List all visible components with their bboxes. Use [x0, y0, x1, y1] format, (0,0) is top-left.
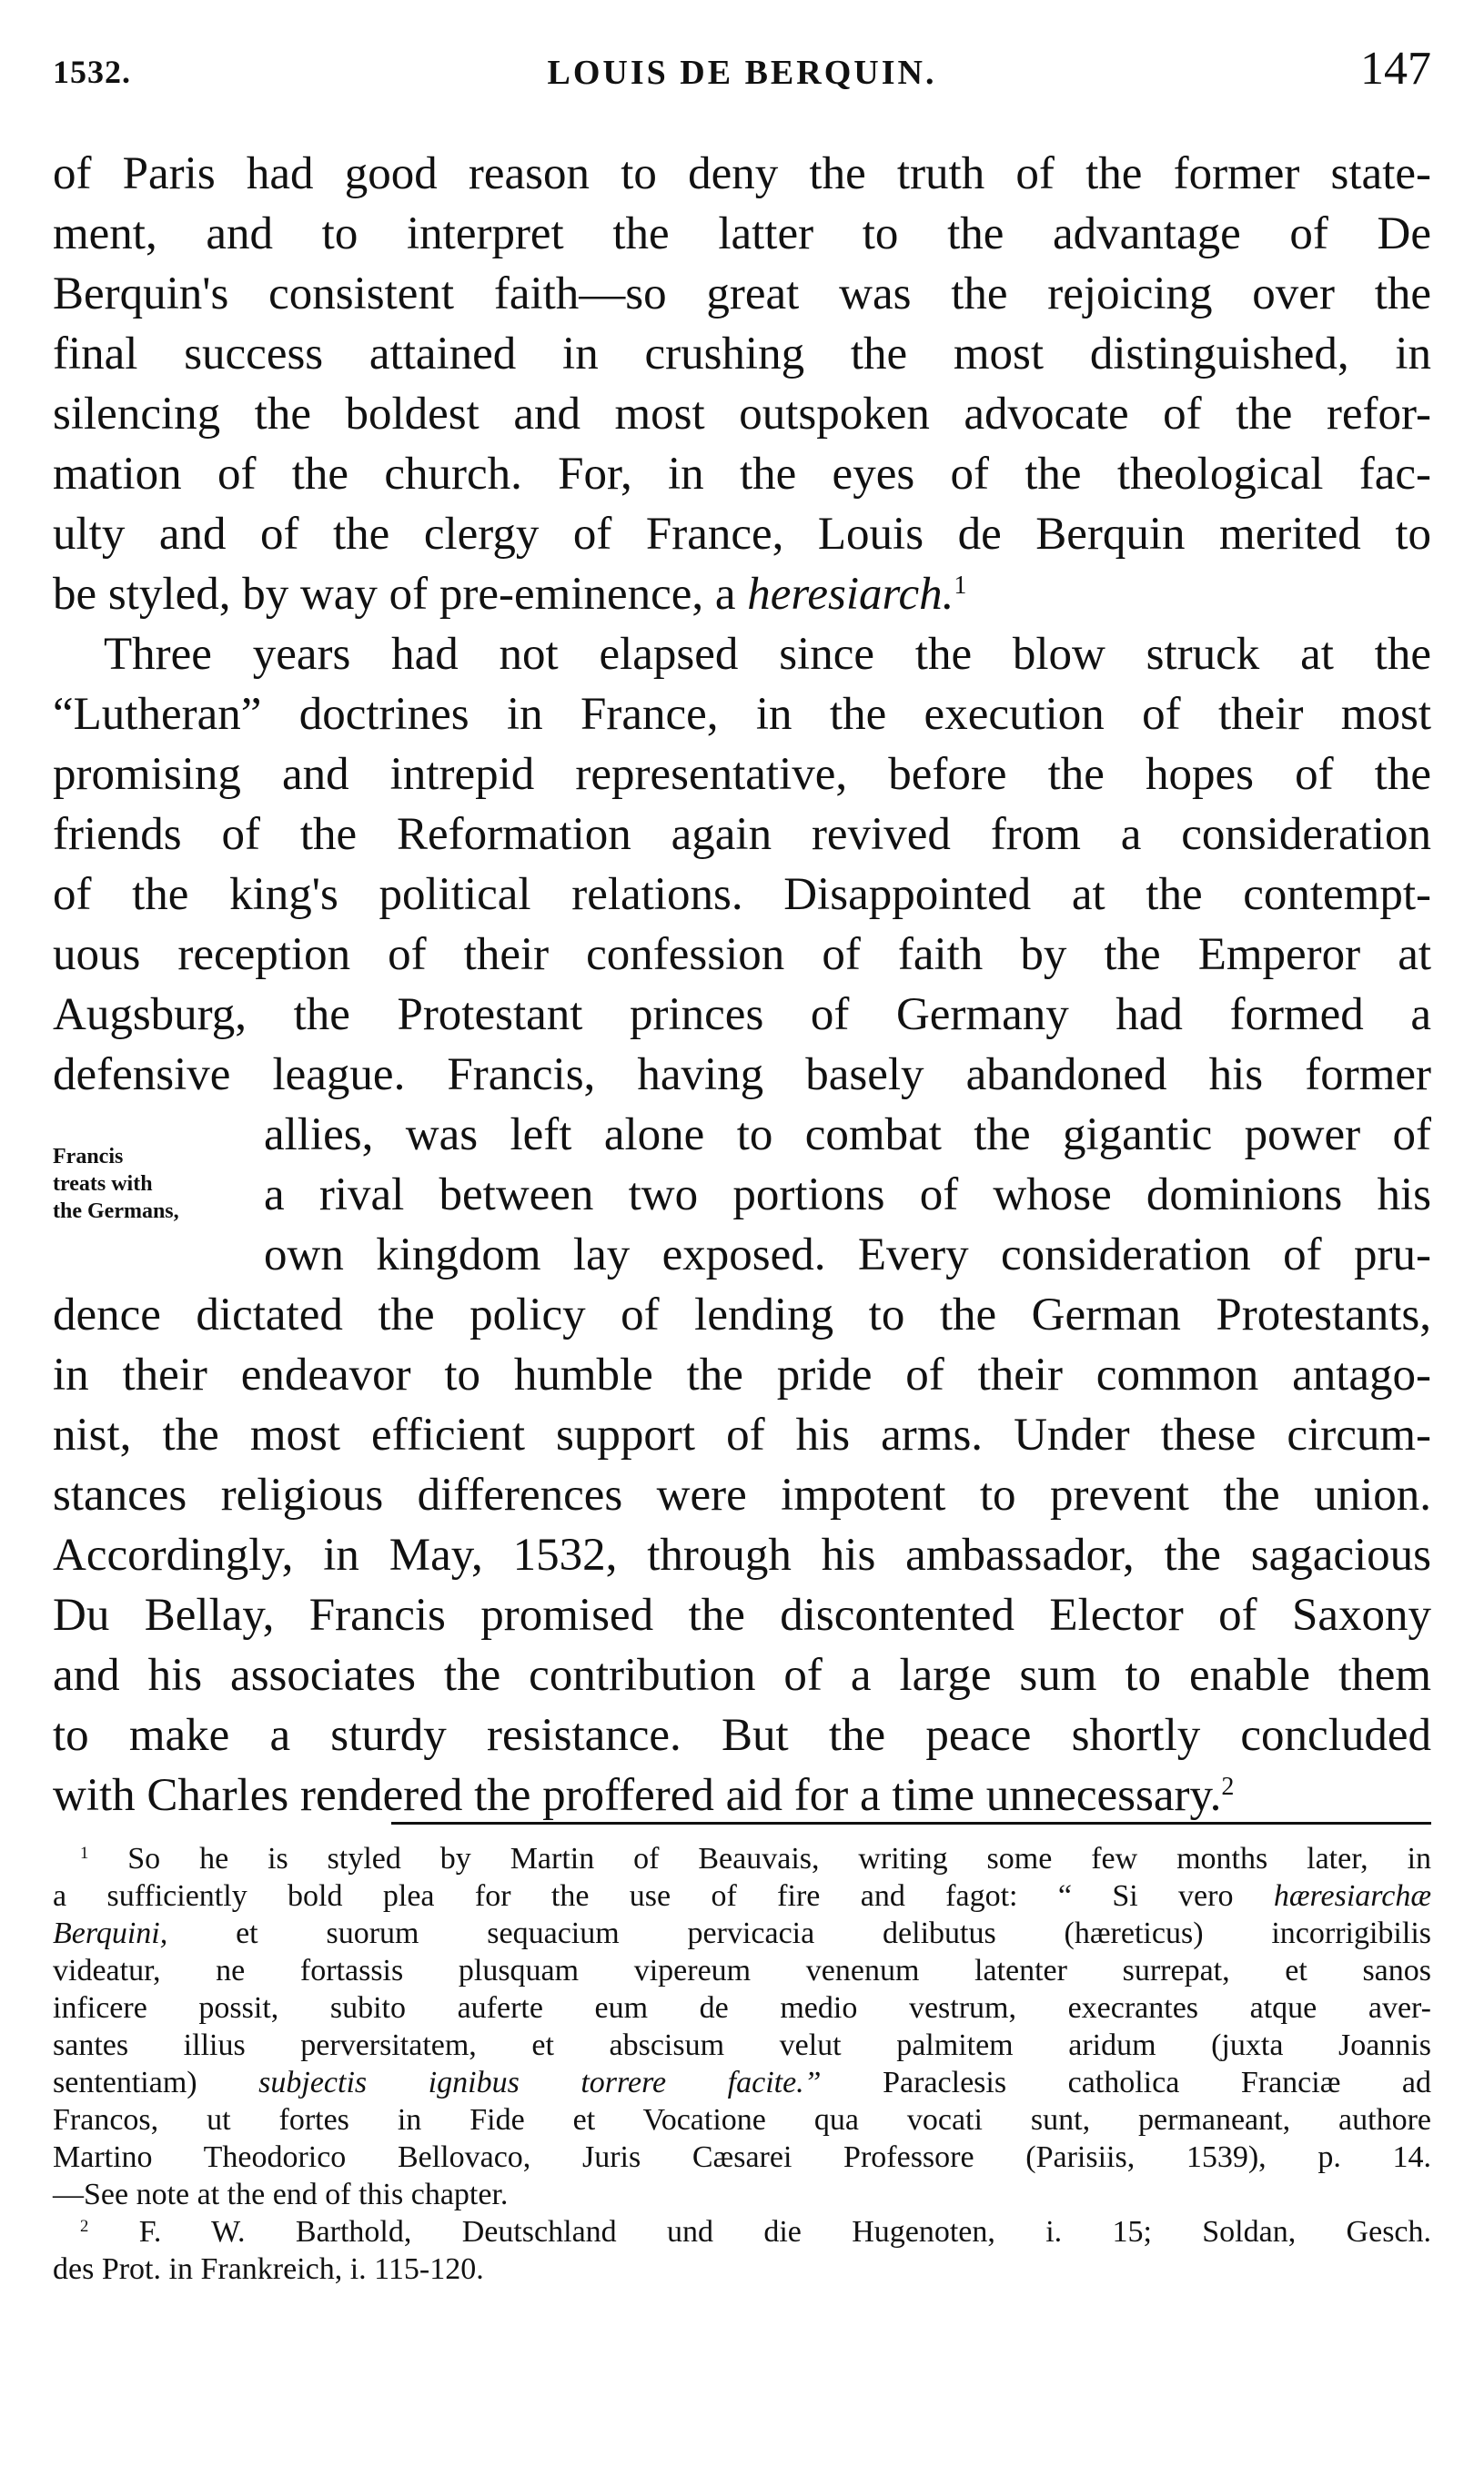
text-line: of Paris had good reason to deny the truth of the former state- — [53, 148, 1431, 199]
text-line: ulty and of the clergy of France, Louis de Berquin merited to — [53, 509, 1431, 560]
footnote-ref-1: 1 — [954, 571, 967, 601]
footnote-line — [80, 2213, 1431, 2251]
footnote-line: inficere possit, subito auferte eum de medio vestrum, execrantes atque aver- — [53, 1991, 1431, 2025]
text-line: in their endeavor to humble the pride of their common antago- — [53, 1350, 1431, 1401]
footnote-text: sententiam) — [53, 2066, 197, 2099]
text-line: Berquin's consistent faith—so great was the rejoicing over the — [53, 268, 1431, 319]
header-title: LOUIS DE BERQUIN. — [547, 54, 937, 92]
footnote-line — [53, 1877, 1431, 1915]
text-line: Three years had not elapsed since the blow struck at the — [104, 629, 1431, 680]
text-line: promising and intrepid representative, before the hopes of the — [53, 749, 1431, 800]
running-header — [53, 36, 1431, 100]
page-number: 147 — [1360, 43, 1431, 95]
footnote-line: —See note at the end of this chapter. — [53, 2178, 509, 2211]
text-line: defensive league. Francis, having basely abandoned his former — [53, 1049, 1431, 1100]
footnote-ref-2: 2 — [1221, 1773, 1235, 1802]
footnote-line — [53, 2064, 1431, 2101]
footnote-line — [80, 1840, 1431, 1877]
text-line: nist, the most efficient support of his arms. Under these circum- — [53, 1410, 1431, 1461]
margin-note — [53, 1143, 207, 1225]
text-line — [53, 1765, 1431, 1826]
footnote-italic: Berquini, — [53, 1917, 168, 1950]
footnote-line: des Prot. in Frankreich, i. 115-120. — [53, 2252, 484, 2286]
footnote-marker-1: 1 — [80, 1843, 89, 1863]
text-line: ment, and to interpret the latter to the advantage of De — [53, 208, 1431, 259]
footnote-text: et suorum sequacium pervicacia delibutus (hæreticus) incorrigibilis — [236, 1917, 1431, 1950]
text-line: stances religious differences were impotent to prevent the union. — [53, 1470, 1431, 1521]
footnote-text: So he is styled by Martin of Beauvais, writing some few months later, in — [127, 1842, 1432, 1876]
margin-note-line: Francis — [53, 1145, 124, 1168]
footnote-line: Francos, ut fortes in Fide et Vocatione qua vocati sunt, permaneant, authore — [53, 2103, 1431, 2137]
footnote-rule — [391, 1822, 1431, 1825]
text-line: to make a sturdy resistance. But the peace shortly concluded — [53, 1710, 1431, 1761]
text-line: final success attained in crushing the most distinguished, in — [53, 329, 1431, 379]
text-line: Accordingly, in May, 1532, through his ambassador, the sagacious — [53, 1530, 1431, 1581]
text-line: dence dictated the policy of lending to the German Protestants, — [53, 1290, 1431, 1340]
footnote-line — [53, 1915, 1431, 1952]
footnote-italic: hæresiarchæ — [1273, 1879, 1431, 1913]
footnote-italic: subjectis ignibus torrere facite.” — [258, 2066, 822, 2099]
text-line: and his associates the contribution of a large sum to enable them — [53, 1650, 1431, 1701]
text-line: Augsburg, the Protestant princes of Germany had formed a — [53, 989, 1431, 1040]
text-line: Du Bellay, Francis promised the discontented Elector of Saxony — [53, 1590, 1431, 1641]
text-line: friends of the Reformation again revived from a consideration — [53, 809, 1431, 860]
text-line: own kingdom lay exposed. Every consideration of pru- — [264, 1229, 1431, 1280]
footnote-text: a sufficiently bold plea for the use of fire and fagot: “ Si vero — [53, 1879, 1234, 1913]
text-line: allies, was left alone to combat the gigantic power of — [264, 1109, 1431, 1160]
text-line: uous reception of their confession of faith by the Emperor at — [53, 929, 1431, 980]
text-line: of the king's political relations. Disappointed at the contempt- — [53, 869, 1431, 920]
text-line: “Lutheran” doctrines in France, in the execution of their most — [53, 689, 1431, 740]
footnote-line: santes illius perversitatem, et abscisum velut palmitem aridum (juxta Joannis — [53, 2028, 1431, 2062]
text-line — [53, 564, 1431, 624]
footnote-line: Martino Theodorico Bellovaco, Juris Cæsarei Professore (Parisiis, 1539), p. 14. — [53, 2140, 1431, 2174]
line-text: be styled, by way of pre-eminence, a — [53, 569, 736, 620]
text-line: silencing the boldest and most outspoken advocate of the refor- — [53, 389, 1431, 440]
emphasis-word: heresiarch. — [747, 569, 954, 620]
footnote-text: Paraclesis catholica Franciæ ad — [883, 2066, 1431, 2099]
footnote-line: videatur, ne fortassis plusquam vipereum venenum latenter surrepat, et sanos — [53, 1954, 1431, 1988]
footnote-text: F. W. Barthold, Deutschland und die Hugenoten, i. 15; Soldan, Gesch. — [138, 2215, 1432, 2249]
text-line: mation of the church. For, in the eyes of the theological fac- — [53, 449, 1431, 500]
margin-note-line: the Germans, — [53, 1199, 179, 1223]
footnote-marker-2: 2 — [80, 2216, 89, 2236]
text-line: a rival between two portions of whose dominions his — [264, 1169, 1431, 1220]
margin-note-line: treats with — [53, 1172, 153, 1196]
line-text: with Charles rendered the proffered aid for a time unnecessary. — [53, 1770, 1222, 1821]
header-year: 1532. — [53, 54, 131, 90]
